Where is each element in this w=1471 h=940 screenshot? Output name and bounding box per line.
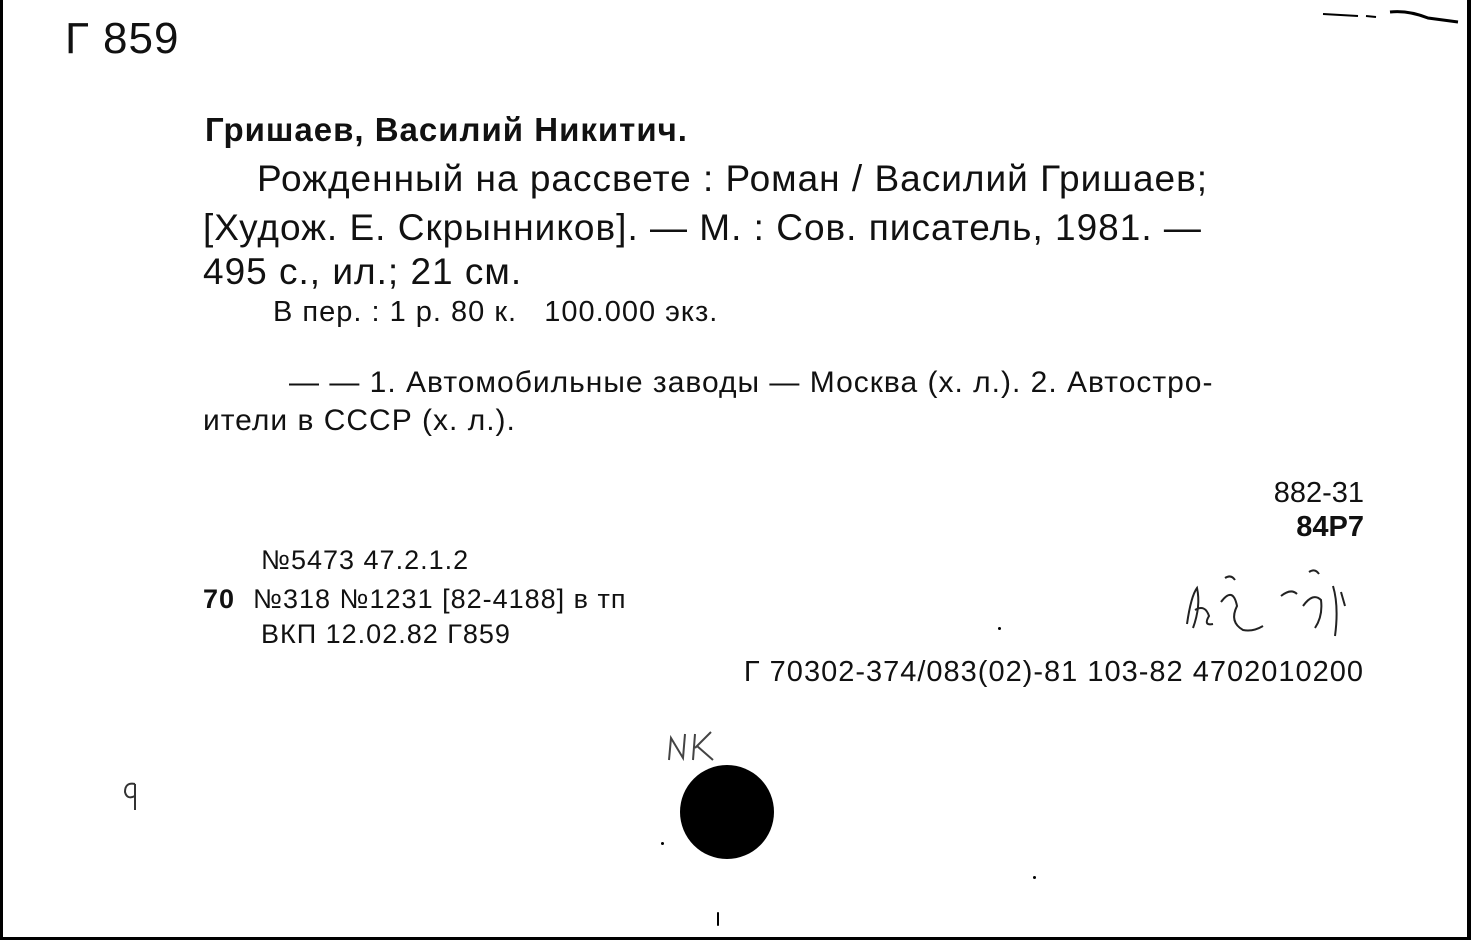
service-line-3: ВКП 12.02.82 Г859 — [261, 619, 511, 649]
service-line-2-text: №318 №1231 [82-4188] в тп — [253, 584, 627, 614]
corner-ink-mark — [1318, 6, 1468, 36]
call-number: Г 859 — [65, 14, 180, 63]
classification-code-1: 882-31 — [1273, 477, 1364, 509]
handwritten-scribble — [1173, 566, 1363, 646]
service-line-2 — [203, 584, 627, 615]
ink-speck — [661, 842, 664, 845]
nk-stamp-icon — [665, 724, 735, 764]
classification-code-2: 84Р7 — [1296, 511, 1364, 543]
ink-speck — [1033, 876, 1036, 879]
subject-heading-line-2: ители в СССР (х. л.). — [203, 404, 516, 437]
subject-heading-line-1: — — 1. Автомобильные заводы — Москва (х. л.). 2. Автостро- — [289, 366, 1214, 399]
author-heading: Гришаев, Василий Никитич. — [205, 111, 688, 148]
ink-speck — [717, 912, 719, 926]
ink-speck — [998, 627, 1001, 630]
price-and-print-run: В пер. : 1 р. 80 к. 100.000 экз. — [273, 296, 719, 328]
service-line-2-lead: 70 — [203, 584, 236, 614]
card-punch-hole — [680, 765, 774, 859]
description-line-3: 495 с., ил.; 21 см. — [203, 251, 523, 292]
publisher-code-line: Г 70302-374/083(02)-81 103-82 4702010200 — [743, 656, 1364, 688]
service-line-1: №5473 47.2.1.2 — [261, 545, 470, 575]
handwritten-number-mark — [121, 778, 141, 819]
pencil-mark-icon — [121, 778, 141, 814]
description-line-1: Рожденный на рассвете : Роман / Василий Гришаев; — [257, 158, 1209, 199]
handwritten-stamp-nk — [665, 724, 735, 768]
description-line-2: [Худож. Е. Скрынников]. — М. : Сов. писатель, 1981. — — [203, 207, 1202, 248]
